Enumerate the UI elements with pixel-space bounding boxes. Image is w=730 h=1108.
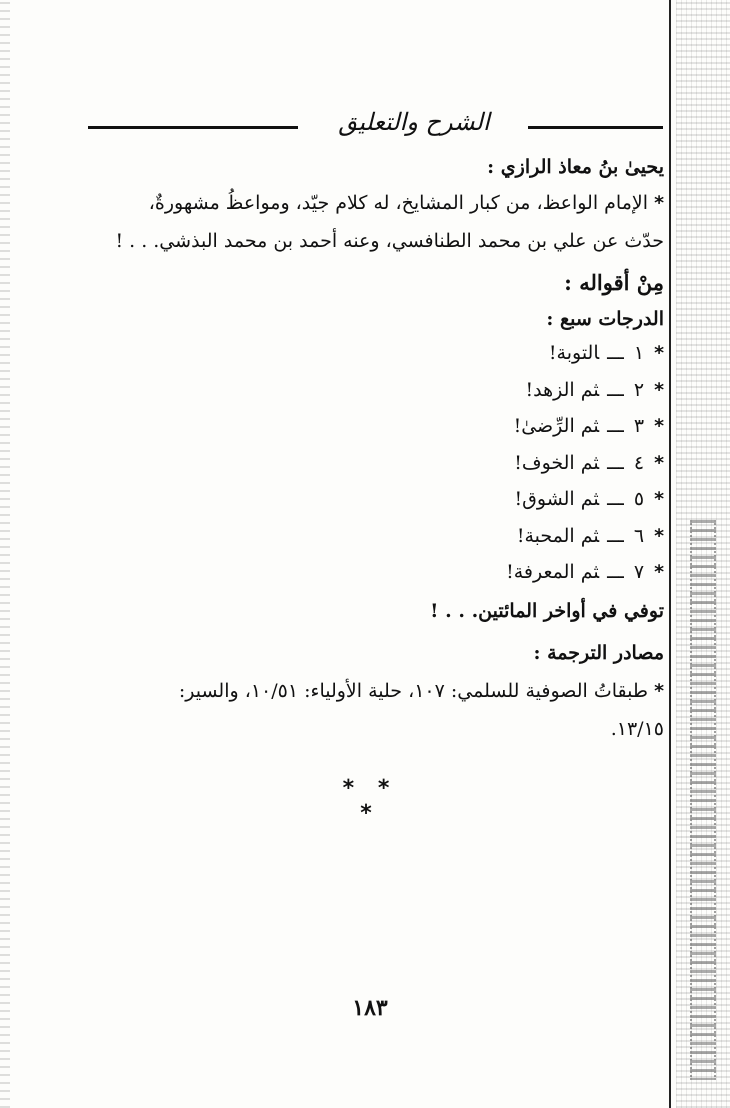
item-text: التوبة! bbox=[548, 342, 600, 364]
item-number: ١ bbox=[633, 342, 645, 364]
sources-heading: مصادر الترجمة : bbox=[533, 642, 664, 664]
item-star: * bbox=[654, 561, 664, 583]
item-dash: ـــ bbox=[607, 451, 624, 474]
item-number: ٤ bbox=[633, 451, 645, 474]
bio-line-1 bbox=[149, 192, 664, 214]
item-star: * bbox=[654, 378, 664, 401]
running-header bbox=[88, 110, 663, 146]
degree-item bbox=[506, 561, 664, 583]
page-edge-line bbox=[669, 0, 671, 1108]
degree-item bbox=[514, 452, 664, 474]
item-star: * bbox=[654, 342, 664, 364]
left-page-edge bbox=[0, 0, 10, 1108]
sayings-heading: مِنْ أقواله : bbox=[564, 270, 664, 295]
item-text: ثم المعرفة! bbox=[506, 561, 600, 583]
item-text: ثم المحبة! bbox=[516, 524, 600, 547]
degree-item bbox=[515, 488, 665, 510]
item-dash: ـــ bbox=[607, 342, 624, 364]
entry-name: يحيىٰ بنُ معاذ الرازي : bbox=[487, 156, 664, 178]
item-star: * bbox=[654, 524, 664, 547]
item-text: ثم الزهد! bbox=[525, 378, 600, 401]
sources-line-1 bbox=[179, 680, 664, 702]
bio-text-1: الإمام الواعظ، من كبار المشايخ، له كلام جيّد، ومواعظُ مشهورةٌ، bbox=[148, 192, 649, 214]
item-star: * bbox=[654, 451, 664, 474]
item-number: ٥ bbox=[633, 488, 645, 510]
item-dash: ـــ bbox=[607, 415, 624, 437]
header-title: الشرح والتعليق bbox=[338, 108, 490, 136]
bullet-star: * bbox=[654, 192, 664, 214]
item-star: * bbox=[654, 488, 664, 510]
item-number: ٧ bbox=[633, 561, 645, 583]
item-text: ثم الشوق! bbox=[514, 488, 600, 510]
item-star: * bbox=[654, 415, 664, 437]
item-text: ثم الرِّضىٰ! bbox=[513, 415, 600, 437]
header-rule-right bbox=[528, 126, 663, 129]
bio-line-2: حدّث عن علي بن محمد الطنافسي، وعنه أحمد بن محمد البذشي. . . ! bbox=[115, 230, 664, 252]
item-dash: ـــ bbox=[607, 561, 624, 583]
degrees-heading: الدرجات سبع : bbox=[546, 308, 664, 330]
degree-item bbox=[549, 342, 664, 364]
item-dash: ـــ bbox=[607, 524, 624, 547]
degree-item bbox=[514, 415, 664, 437]
page-number: ١٨٣ bbox=[352, 995, 388, 1021]
header-rule-left bbox=[88, 126, 298, 129]
bullet-star: * bbox=[654, 680, 664, 702]
sources-line-2: ١٣/١٥. bbox=[610, 718, 664, 740]
degree-item bbox=[517, 525, 664, 547]
item-number: ٢ bbox=[633, 378, 645, 401]
item-text: ثم الخوف! bbox=[514, 451, 600, 474]
item-number: ٦ bbox=[633, 524, 645, 547]
sources-text-1: طبقاتُ الصوفية للسلمي: ١٠٧، حلية الأولياء: ١٠/٥١، والسير: bbox=[178, 680, 649, 702]
item-number: ٣ bbox=[633, 415, 645, 437]
degree-item bbox=[526, 379, 664, 401]
section-separator: * * * bbox=[342, 776, 398, 826]
item-dash: ـــ bbox=[607, 488, 624, 510]
ornamental-border bbox=[676, 0, 730, 1108]
death-note: توفي في أواخر المائتين. . . ! bbox=[430, 600, 664, 622]
item-dash: ـــ bbox=[607, 378, 624, 401]
